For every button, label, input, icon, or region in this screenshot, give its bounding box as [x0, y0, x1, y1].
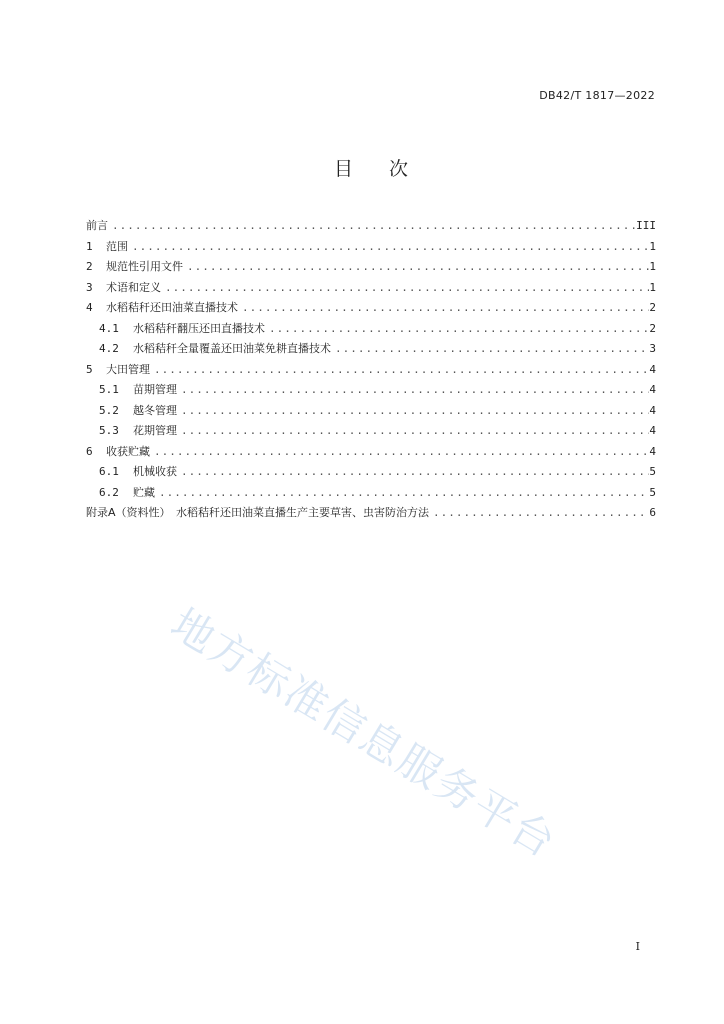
toc-entry-page: 4	[649, 362, 656, 376]
toc-entry-number: 4.1	[99, 321, 119, 335]
toc-leader	[331, 342, 649, 355]
toc-entry-3[interactable]	[86, 279, 656, 300]
title-char-1: 目	[333, 158, 353, 180]
toc-entry-page: III	[636, 219, 656, 232]
toc-entry-page: 4	[649, 444, 656, 458]
toc-leader	[183, 260, 649, 273]
toc-leader	[238, 301, 649, 314]
toc-entry-page: 2	[649, 321, 656, 335]
toc-entry-page: 3	[649, 342, 656, 355]
toc-entry-number: 6	[86, 444, 93, 458]
toc-leader	[155, 486, 649, 499]
watermark: 地方标准信息服务平台	[162, 598, 566, 868]
toc-entry-5-1[interactable]	[86, 381, 656, 402]
toc-leader	[177, 424, 649, 437]
toc-entry-label: 范围	[106, 239, 128, 253]
toc-entry-number: 5.3	[99, 424, 119, 437]
toc-entry-6-2[interactable]	[86, 484, 656, 505]
toc-entry-page: 1	[649, 239, 656, 253]
title-char-2: 次	[389, 158, 409, 180]
toc-entry-6-1[interactable]	[86, 463, 656, 484]
toc-entry-label: 贮藏	[133, 485, 155, 499]
toc-entry-appendix-a[interactable]	[86, 504, 656, 525]
toc-entry-number: 6.2	[99, 485, 119, 499]
toc-entry-number: 5.2	[99, 403, 119, 417]
toc-entry-4-1[interactable]	[86, 320, 656, 341]
toc-entry-number: 4.2	[99, 342, 119, 355]
toc-entry-number: 3	[86, 280, 93, 294]
toc-leader	[177, 383, 649, 396]
toc-entry-page: 2	[649, 301, 656, 314]
document-code: DB42/T 1817—2022	[539, 89, 655, 102]
toc-leader	[108, 219, 636, 232]
toc-entry-page: 6	[649, 506, 656, 519]
toc-entry-label: 收获贮藏	[106, 444, 150, 458]
toc-entry-label: 附录A（资料性） 水稻秸秆还田油菜直播生产主要草害、虫害防治方法	[86, 506, 430, 519]
toc-entry-label: 花期管理	[133, 424, 177, 437]
toc-entry-1[interactable]	[86, 238, 656, 259]
toc-entry-label: 术语和定义	[106, 280, 161, 294]
toc-entry-number: 1	[86, 239, 93, 253]
toc-entry-label: 越冬管理	[133, 403, 177, 417]
toc-entry-number: 5.1	[99, 383, 119, 396]
page-number: I	[635, 940, 640, 953]
toc-entry-page: 1	[649, 260, 656, 273]
toc-entry-label: 水稻秸秆全量覆盖还田油菜免耕直播技术	[133, 342, 331, 355]
toc-entry-foreword[interactable]	[86, 217, 656, 238]
toc-leader	[161, 281, 649, 294]
page-title	[0, 154, 724, 181]
toc-entry-label: 前言	[86, 219, 108, 232]
toc-entry-number: 2	[86, 260, 93, 273]
toc-entry-label: 机械收获	[133, 465, 177, 478]
toc-entry-4[interactable]	[86, 299, 656, 320]
toc-entry-label: 大田管理	[106, 362, 150, 376]
toc-entry-page: 4	[649, 424, 656, 437]
toc-entry-label: 水稻秸秆还田油菜直播技术	[106, 301, 238, 314]
toc-entry-page: 5	[649, 465, 656, 478]
toc-leader	[150, 445, 649, 458]
toc-entry-label: 水稻秸秆翻压还田直播技术	[133, 321, 265, 335]
toc-entry-page: 4	[649, 403, 656, 417]
toc-entry-label: 规范性引用文件	[106, 260, 183, 273]
toc-entry-6[interactable]	[86, 443, 656, 464]
toc-entry-4-2[interactable]	[86, 340, 656, 361]
toc-leader	[177, 404, 649, 417]
toc-entry-page: 1	[649, 280, 656, 294]
toc-leader	[265, 322, 649, 335]
toc-leader	[177, 465, 649, 478]
toc-leader	[150, 363, 649, 376]
table-of-contents	[86, 217, 656, 525]
toc-entry-page: 5	[649, 485, 656, 499]
toc-entry-label: 苗期管理	[133, 383, 177, 396]
toc-entry-number: 5	[86, 362, 93, 376]
toc-entry-2[interactable]	[86, 258, 656, 279]
toc-entry-5-2[interactable]	[86, 402, 656, 423]
toc-leader	[429, 506, 649, 519]
toc-entry-number: 6.1	[99, 465, 119, 478]
toc-leader	[128, 240, 649, 253]
toc-entry-page: 4	[649, 383, 656, 396]
toc-entry-5[interactable]	[86, 361, 656, 382]
toc-entry-number: 4	[86, 301, 93, 314]
toc-entry-5-3[interactable]	[86, 422, 656, 443]
